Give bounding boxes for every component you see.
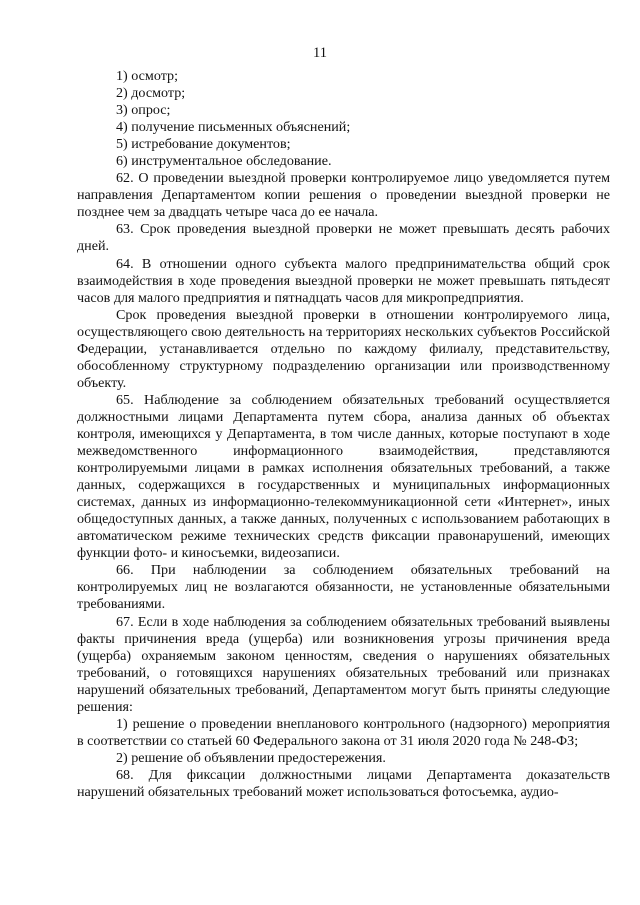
list-item-search: 2) досмотр;: [116, 85, 186, 102]
clause-67-decision-2: 2) решение об объявлении предостережения.: [116, 749, 386, 766]
list-item-inspection: 1) осмотр;: [116, 68, 178, 84]
clause-64-continued: Срок проведения выездной проверки в отношении контролируемого лица, осуществляющего свою деятельность на территориях нескольких субъектов Российской Федерации, устанавливается отдельно по каждому филиалу, представительству, обособленному структурному подразделению организации или производственному объекту.: [77, 306, 610, 391]
list-item-interview: 3) опрос;: [116, 102, 171, 119]
clause-63: 63. Срок проведения выездной проверки не может превышать десять рабочих дней.: [77, 221, 610, 255]
clause-65: 65. Наблюдение за соблюдением обязательных требований осуществляется должностными лицами Департамента путем сбора, анализа данных об объектах контроля, имеющихся у Департамента, в том числе данных, которые поступают в ходе межведомственного информационного взаимодействия, представляются контролируемыми лицами в рамках исполнения обязательных требований, а также данных, содержащихся в государственных и муниципальных информационных системах, данных из информационно-телекоммуникационной сети «Интернет», иных общедоступных данных, а также данных, полученных с использованием работающих в автоматическом режиме технических средств фиксации правонарушений, имеющих функции фото- и киносъемки, видеозаписи.: [77, 391, 610, 562]
list-item-instrumental-examination: 6) инструментальное обследование.: [116, 153, 332, 170]
clause-64: 64. В отношении одного субъекта малого предпринимательства общий срок взаимодействия в ходе проведения выездной проверки не может превышать пятьдесят часов для малого предприятия и пятнадцать часов для микропредприятия.: [77, 255, 610, 306]
clause-66: 66. При наблюдении за соблюдением обязательных требований на контролируемых лиц не возлагаются обязанности, не установленные обязательными требованиями.: [77, 562, 610, 613]
page-number: 11: [313, 45, 327, 61]
clause-68: 68. Для фиксации должностными лицами Департамента доказательств нарушений обязательных требований может использоваться фотосъемка, аудио-: [77, 766, 610, 800]
clause-62: 62. О проведении выездной проверки контролируемое лицо уведомляется путем направления Департаментом копии решения о проведении выездной проверки не позднее чем за двадцать четыре часа до ее начала.: [77, 170, 610, 221]
document-body: [77, 68, 610, 801]
clause-67: 67. Если в ходе наблюдения за соблюдением обязательных требований выявлены факты причинения вреда (ущерба) или возникновения угрозы причинения вреда (ущерба) охраняемым законом ценностям, сведения о нарушениях обязательных требований, о готовящихся нарушениях обязательных требований или признаках нарушений обязательных требований, Департаментом могут быть приняты следующие решения:: [77, 613, 610, 715]
list-item-document-request: 5) истребование документов;: [116, 136, 291, 153]
list-item-written-explanations: 4) получение письменных объяснений;: [116, 119, 351, 136]
clause-67-decision-1: 1) решение о проведении внепланового контрольного (надзорного) мероприятия в соответствии со статьей 60 Федерального закона от 31 июля 2020 года № 248-ФЗ;: [77, 715, 610, 749]
